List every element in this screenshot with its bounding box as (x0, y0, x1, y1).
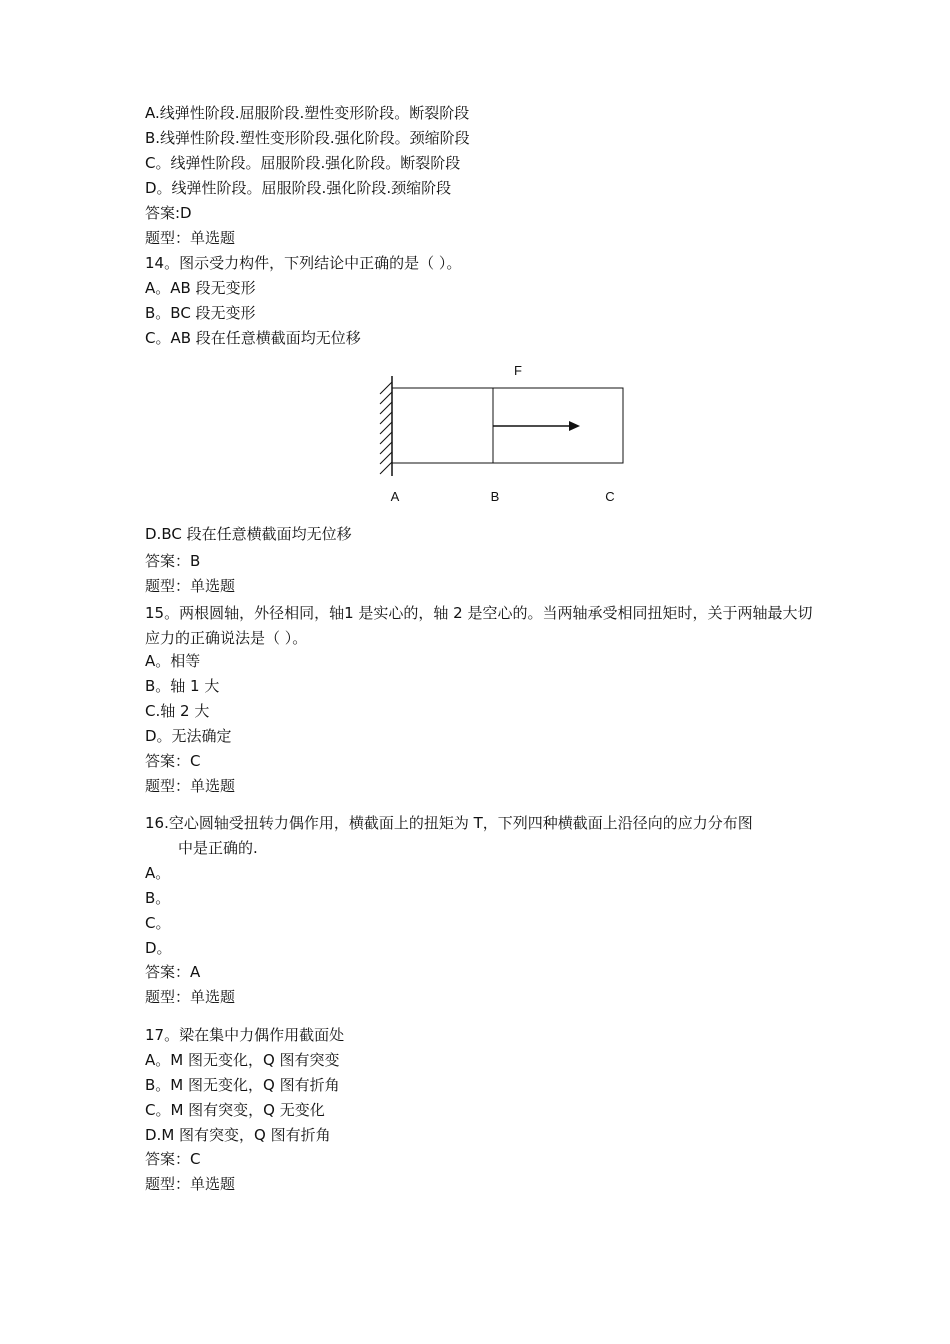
q16-option-a: A。 (145, 864, 171, 882)
q16-type: 题型：单选题 (145, 988, 236, 1006)
q14-option-c: C。AB 段在任意横截面均无位移 (145, 329, 361, 347)
q13-option-b: B.线弹性阶段.塑性变形阶段.强化阶段。颈缩阶段 (145, 129, 470, 147)
q14-bar-diagram (370, 358, 640, 510)
q15-type: 题型：单选题 (145, 777, 236, 795)
q16-option-c: C。 (145, 914, 171, 932)
q17-stem: 17。梁在集中力偶作用截面处 (145, 1026, 345, 1044)
q17-option-d: D.M 图有突变，Q 图有折角 (145, 1126, 331, 1144)
fixed-support-hatching (380, 382, 392, 474)
q17-type: 题型：单选题 (145, 1175, 236, 1193)
q15-answer: 答案：C (145, 752, 201, 770)
force-label: F (514, 363, 522, 378)
q17-option-a: A。M 图无变化，Q 图有突变 (145, 1051, 340, 1069)
q13-option-c: C。线弹性阶段。屈服阶段.强化阶段。断裂阶段 (145, 154, 461, 172)
force-arrow-head (569, 421, 580, 431)
q16-option-b: B。 (145, 889, 171, 907)
q14-type: 题型：单选题 (145, 577, 236, 595)
point-b-label: B (490, 489, 500, 504)
q14-option-a: A。AB 段无变形 (145, 279, 256, 297)
q13-option-a: A.线弹性阶段.屈服阶段.塑性变形阶段。断裂阶段 (145, 104, 470, 122)
q13-answer: 答案:D (145, 204, 192, 222)
point-a-label: A (390, 489, 400, 504)
q17-option-c: C。M 图有突变，Q 无变化 (145, 1101, 325, 1119)
q13-option-d: D。线弹性阶段。屈服阶段.强化阶段.颈缩阶段 (145, 179, 452, 197)
q15-option-b: B。轴 1 大 (145, 677, 220, 695)
q15-option-a: A。相等 (145, 652, 201, 670)
q14-option-d: D.BC 段在任意横截面均无位移 (145, 525, 352, 543)
q14-answer: 答案：B (145, 552, 201, 570)
q17-answer: 答案：C (145, 1150, 201, 1168)
q15-option-c: C.轴 2 大 (145, 702, 210, 720)
point-c-label: C (605, 489, 615, 504)
q16-answer: 答案：A (145, 963, 201, 981)
q15-stem: 15。两根圆轴，外径相同，轴1 是实心的，轴 2 是空心的。当两轴承受相同扭矩时，关于两轴最大切应力的正确说法是（ ）。 (145, 604, 813, 647)
q16-stem-line2: 中是正确的. (178, 839, 258, 857)
q16-option-d: D。 (145, 939, 172, 957)
q15-option-d: D。无法确定 (145, 727, 232, 745)
q16-stem-line1: 16.空心圆轴受扭转力偶作用，横截面上的扭矩为 T，下列四种横截面上沿径向的应力分布图 (145, 814, 753, 832)
q14-stem: 14。图示受力构件，下列结论中正确的是（ ）。 (145, 254, 462, 272)
q13-type: 题型：单选题 (145, 229, 236, 247)
q17-option-b: B。M 图无变化，Q 图有折角 (145, 1076, 340, 1094)
q14-option-b: B。BC 段无变形 (145, 304, 256, 322)
